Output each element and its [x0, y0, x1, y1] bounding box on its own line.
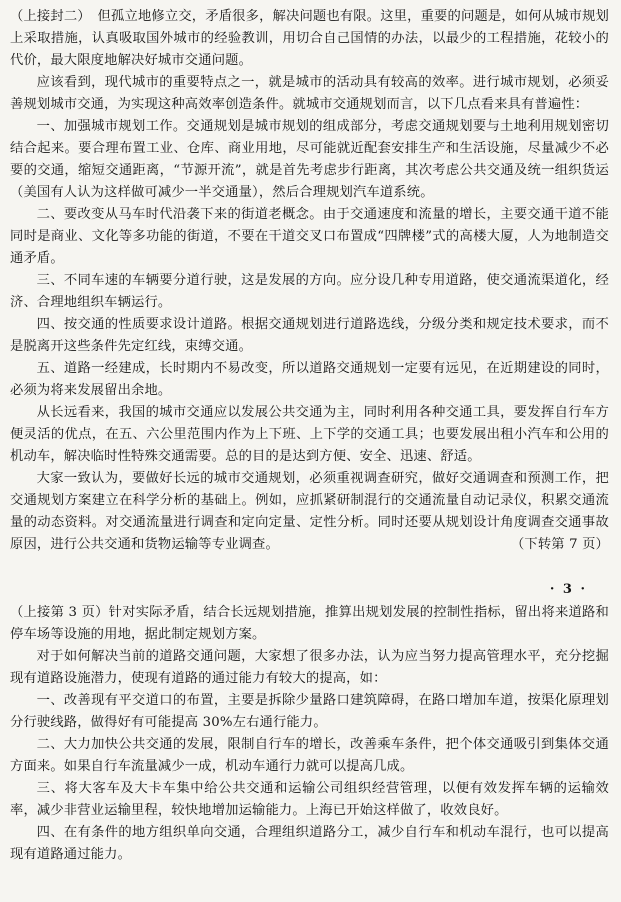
paragraph-efficiency: 应该看到，现代城市的重要特点之一，就是城市的活动具有较高的效率。进行城市规划，必须妥善规划城市交通，为实现这种高效率创造条件。就城市交通规划而言，以下几点看来具有普遍性： [10, 75, 609, 112]
paragraph-continued-from-cover: （上接封二） 但孤立地修立交，矛盾很多，解决问题也有限。这里，重要的问题是，如何从城市规划上采取措施，认真吸取国外城市的经验教训，用切合自己国情的办法，以最少的工程措施，花较小的代价，最大限度地解决好城市交通问题。 [10, 9, 609, 68]
page-footer [10, 576, 609, 602]
paragraph-measure-3: 三、将大客车及大卡车集中给公共交通和运输公司组织经营管理，以便有效发挥车辆的运输效率，减少非营业运输里程，较快地增加运输能力。上海已开始这样做了，收效良好。 [10, 781, 609, 818]
paragraph-point-1: 一、加强城市规划工作。交通规划是城市规划的组成部分，考虑交通规划要与土地利用规划密切结合起来。要合理布置工业、仓库、商业用地，尽可能就近配套安排生产和生活设施，尽量减少不必要的交通，缩短交通距离，“节源开流”，就是首先考虑步行距离，其次考虑公共交通及统一组织货运（美国有人认为这样做可减少一半交通量），然后合理规划汽车道系统。 [10, 119, 609, 200]
paragraph-point-3: 三、不同车速的车辆要分道行驶，这是发展的方向。应分设几种专用道路，使交通流渠道化，经济、合理地组织车辆运行。 [10, 273, 609, 310]
article-section-bottom [10, 602, 609, 902]
paragraph-research-text: 大家一致认为，要做好长远的城市交通规划，必须重视调查研究，做好交通调查和预测工作，把交通规划方案建立在科学分析的基础上。例如，应抓紧研制混行的交通流量自动记录仪，积累交通流量的动态资料。对交通流量进行调查和定向定量、定性分析。同时还要从规划设计角度调查交通事故原因，进行公共交通和货物运输等专业调查。 [10, 471, 609, 552]
paragraph-point-5: 五、道路一经建成，长时期内不易改变，所以道路交通规划一定要有远见，在近期建设的同时，必须为将来发展留出余地。 [10, 361, 609, 398]
article-section-top [10, 6, 609, 576]
continued-on-note: （下转第 7 页） [510, 537, 609, 552]
paragraph-measure-4: 四、在有条件的地方组织单向交通，合理组织道路分工，减少自行车和机动车混行，也可以提高现有道路通过能力。 [10, 825, 609, 862]
paragraph-current-problems: 对于如何解决当前的道路交通问题，大家想了很多办法，认为应当努力提高管理水平，充分挖掘现有道路设施潜力，使现有道路的通过能力有较大的提高，如： [10, 649, 609, 686]
paragraph-research [10, 468, 609, 556]
paragraph-point-4: 四、按交通的性质要求设计道路。根据交通规划进行道路选线，分级分类和规定技术要求，而不是脱离开这些条件先定红线，束缚交通。 [10, 317, 609, 354]
paragraph-measure-1: 一、改善现有平交道口的布置，主要是拆除少量路口建筑障碍，在路口增加车道，按渠化原理划分行驶线路，做得好有可能提高 30%左右通行能力。 [10, 693, 609, 730]
page-number: · 3 · [549, 582, 587, 597]
paragraph-point-2: 二、要改变从马车时代沿袭下来的街道老概念。由于交通速度和流量的增长，主要交通干道不能同时是商业、文化等多功能的街道，不要在干道交叉口布置成“四牌楼”式的高楼大厦，人为地制造交通矛盾。 [10, 207, 609, 266]
paragraph-measure-2: 二、大力加快公共交通的发展，限制自行车的增长，改善乘车条件，把个体交通吸引到集体交通方面来。如果自行车流量减少一成，机动车通行力就可以提高几成。 [10, 737, 609, 774]
paragraph-continued-from-page-3: （上接第 3 页）针对实际矛盾，结合长远规划措施，推算出规划发展的控制性指标，留出将来道路和停车场等设施的用地，据此制定规划方案。 [10, 605, 609, 642]
paragraph-long-term: 从长远看来，我国的城市交通应以发展公共交通为主，同时利用各种交通工具，要发挥自行车方便灵活的优点，在五、六公里范围内作为上下班、上下学的交通工具；也要发展出租小汽车和公用的机动车，解决临时性特殊交通需要。总的目的是达到方便、安全、迅速、舒适。 [10, 405, 609, 464]
